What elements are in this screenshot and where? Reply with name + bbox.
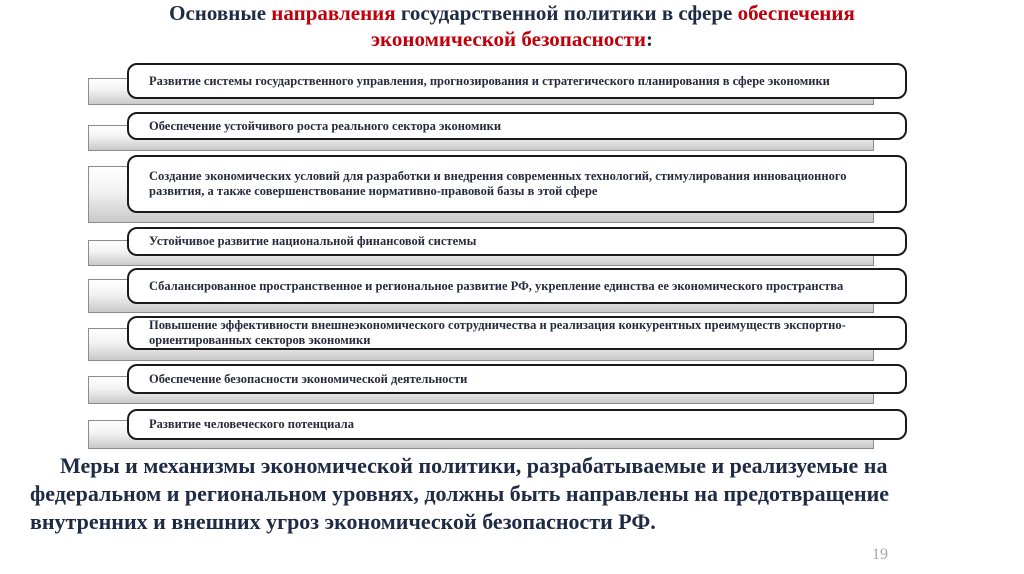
- page-number: 19: [872, 546, 888, 563]
- title-highlight-directions: направления: [271, 1, 396, 25]
- summary-text: Меры и механизмы экономической политики, разрабатываемые и реализуемые на федеральном и региональном уровнях, должны быть направлены на предотвращение внутренних и внешних угроз экономической безопасности РФ.: [30, 453, 890, 534]
- item-box: [127, 155, 907, 213]
- title-highlight-security: экономической безопасности: [370, 27, 647, 51]
- item-box: [127, 112, 907, 140]
- item-text: Устойчивое развитие национальной финансовой системы: [149, 234, 477, 248]
- item-box: [127, 227, 907, 256]
- item-text: Развитие системы государственного управления, прогнозирования и стратегического планирования в сфере экономики: [149, 73, 830, 88]
- title-line-2: экономической безопасности:: [370, 27, 654, 51]
- item-box: [127, 364, 907, 394]
- item-box: [127, 409, 907, 440]
- title-line-1: Основные направления государственной политики в сфере обеспечения: [169, 1, 855, 25]
- item-text: Сбалансированное пространственное и региональное развитие РФ, укрепление единства ее экономического пространства: [149, 278, 844, 293]
- item-box: [127, 63, 907, 99]
- item-box: [127, 316, 907, 350]
- item-text: Повышение эффективности внешнеэкономического сотрудничества и реализация конкурентных преимуществ экспортно-ориентированных секторов экономики: [149, 318, 846, 347]
- item-box: [127, 268, 907, 304]
- item-text: Обеспечение устойчивого роста реального сектора экономики: [149, 118, 502, 133]
- slide-title: [0, 0, 1024, 52]
- summary-paragraph: [30, 452, 1005, 536]
- title-highlight-ensuring: обеспечения: [737, 1, 855, 25]
- item-text: Обеспечение безопасности экономической деятельности: [149, 371, 468, 386]
- item-text: Создание экономических условий для разработки и внедрения современных технологий, стимулирования инновационного развития, а также совершенствование нормативно-правовой базы в этой сфере: [149, 169, 847, 198]
- item-text: Развитие человеческого потенциала: [149, 417, 354, 431]
